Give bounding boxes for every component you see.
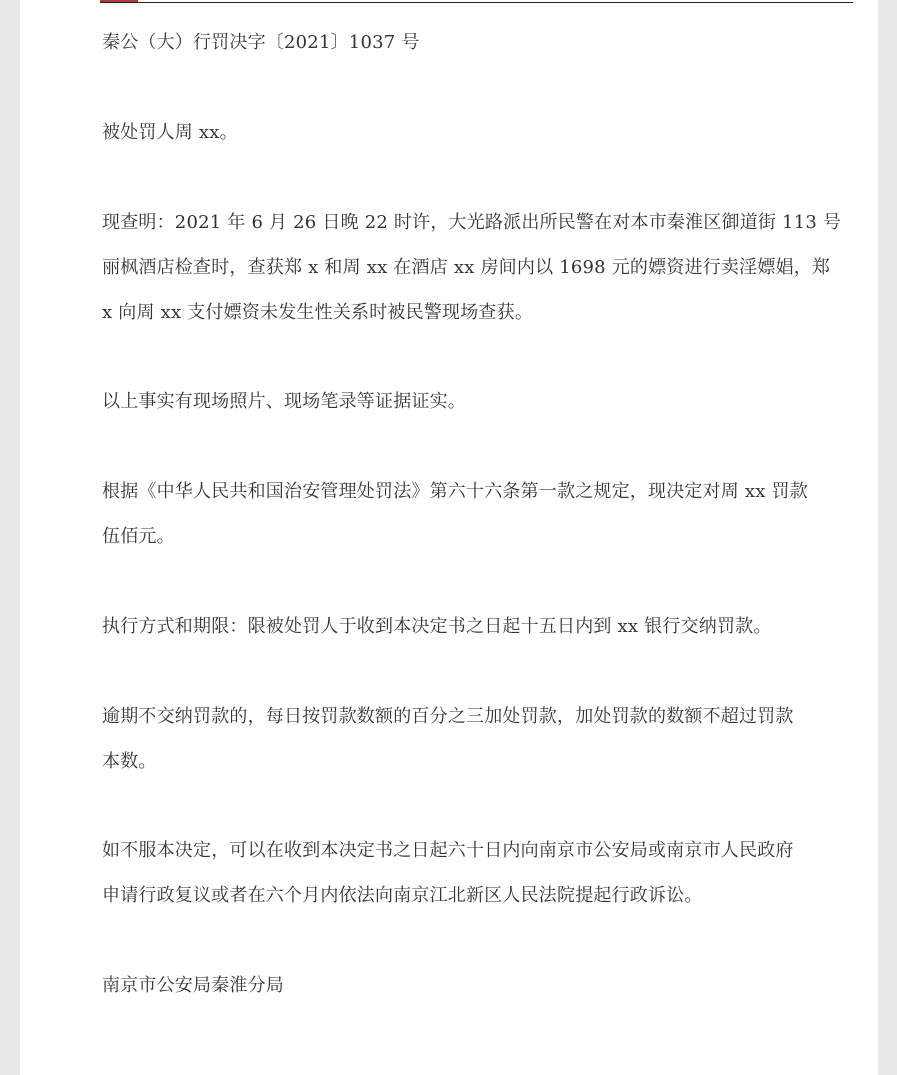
issuing-authority: 南京市公安局秦淮分局 — [102, 975, 284, 996]
findings-line-3: x 向周 xx 支付嫖资未发生性关系时被民警现场查获。 — [102, 302, 534, 323]
legal-basis-line-1: 根据《中华人民共和国治安管理处罚法》第六十六条第一款之规定，现决定对周 xx 罚款 — [102, 481, 808, 502]
appeal-line-2: 申请行政复议或者在六个月内依法向南京江北新区人民法院提起行政诉讼。 — [102, 885, 703, 906]
header-rule — [100, 2, 853, 3]
findings-line-1: 现查明：2021 年 6 月 26 日晚 22 时许，大光路派出所民警在对本市秦淮区御道街 113 号 — [102, 212, 842, 233]
reference-number: 秦公（大）行罚决字〔2021〕1037 号 — [102, 32, 420, 53]
findings-line-2: 丽枫酒店检查时，查获郑 x 和周 xx 在酒店 xx 房间内以 1698 元的嫖资进行卖淫嫖娼，郑 — [102, 257, 831, 278]
document-page — [20, 0, 878, 1075]
overdue-line-2: 本数。 — [102, 751, 157, 772]
appeal-line-1: 如不服本决定，可以在收到本决定书之日起六十日内向南京市公安局或南京市人民政府 — [102, 840, 794, 861]
legal-basis-line-2: 伍佰元。 — [102, 526, 175, 547]
evidence-statement: 以上事实有现场照片、现场笔录等证据证实。 — [102, 391, 466, 412]
overdue-line-1: 逾期不交纳罚款的，每日按罚款数额的百分之三加处罚款，加处罚款的数额不超过罚款 — [102, 706, 794, 727]
penalized-person: 被处罚人周 xx。 — [102, 122, 238, 143]
execution-terms: 执行方式和期限：限被处罚人于收到本决定书之日起十五日内到 xx 银行交纳罚款。 — [102, 616, 772, 637]
